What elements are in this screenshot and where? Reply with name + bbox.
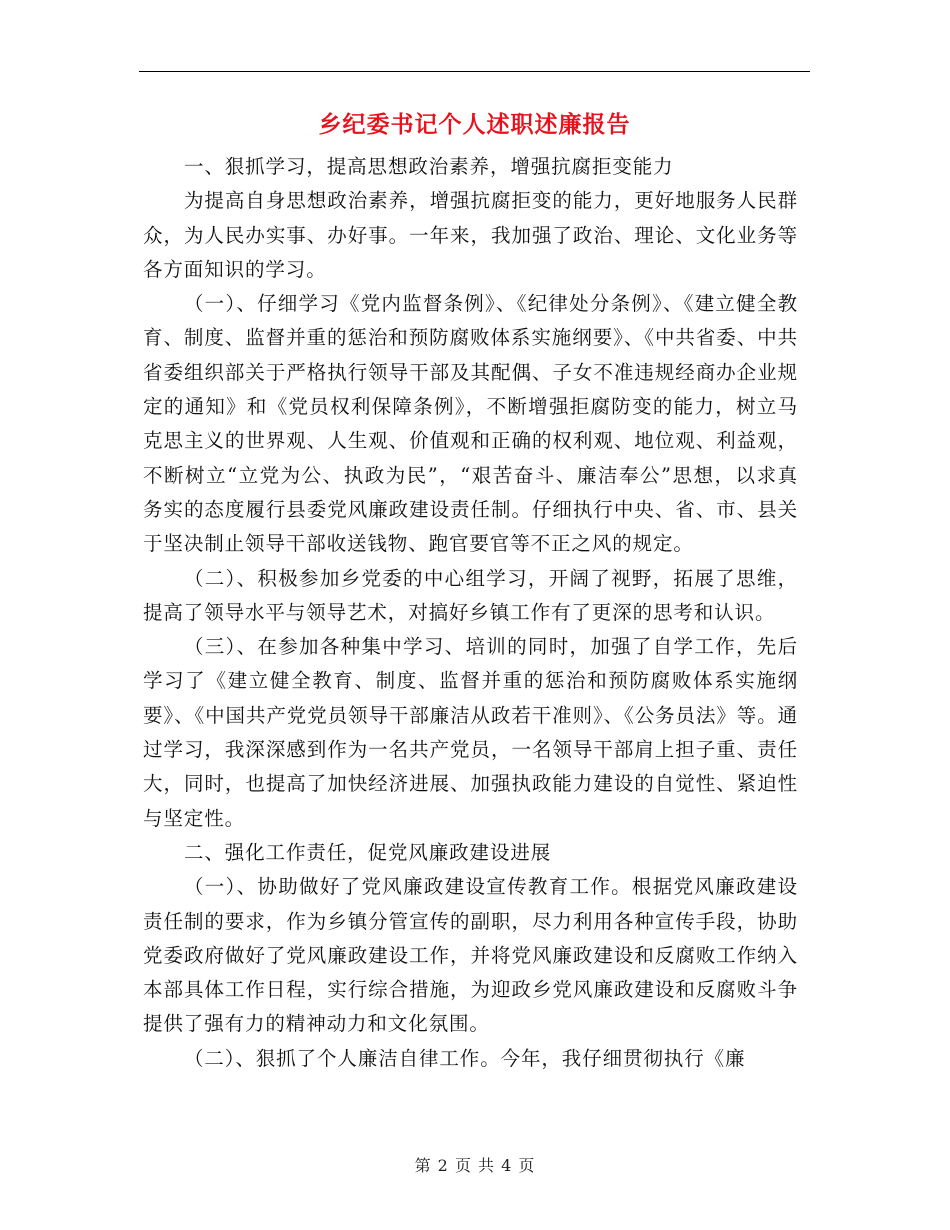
section-heading-1: 一、狠抓学习，提高思想政治素养，增强抗腐拒变能力 bbox=[183, 155, 674, 178]
header-rule bbox=[139, 71, 810, 72]
page-footer: 第 2 页 共 4 页 bbox=[414, 1156, 536, 1175]
paragraph: （三）、在参加各种集中学习、培训的同时，加强了自学工作，先后学习了《建立健全教育、制度、监督并重的惩治和预防腐败体系实施纲要》、《中国共产党党员领导干部廉洁从政若干准则》、《公务员法》等。通过学习，我深深感到作为一名共产党员，一名领导干部肩上担子重、责任大，同时，也提高了加快经济进展、加强执政能力建设的自觉性、紧迫性与坚定性。 bbox=[143, 635, 798, 830]
document-body bbox=[143, 150, 798, 1076]
paragraph: （一）、协助做好了党风廉政建设宣传教育工作。根据党风廉政建设责任制的要求，作为乡镇分管宣传的副职，尽力利用各种宣传手段，协助党委政府做好了党风廉政建设工作，并将党风廉政建设和反腐败工作纳入本部具体工作日程，实行综合措施，为迎政乡党风廉政建设和反腐败斗争提供了强有力的精神动力和文化氛围。 bbox=[143, 875, 798, 1036]
paragraph: （一）、仔细学习《党内监督条例》、《纪律处分条例》、《建立健全教育、制度、监督并重的惩治和预防腐败体系实施纲要》、《中共省委、中共省委组织部关于严格执行领导干部及其配偶、子女不准违规经商办企业规定的通知》和《党员权利保障条例》，不断增强拒腐防变的能力，树立马克思主义的世界观、人生观、价值观和正确的权利观、地位观、利益观，不断树立“立党为公、执政为民”，“艰苦奋斗、廉洁奉公”思想，以求真务实的态度履行县委党风廉政建设责任制。仔细执行中央、省、市、县关于坚决制止领导干部收送钱物、跑官要官等不正之风的规定。 bbox=[143, 292, 798, 556]
section-heading-2: 二、强化工作责任，促党风廉政建设进展 bbox=[183, 840, 552, 864]
paragraph: 为提高自身思想政治素养，增强抗腐拒变的能力，更好地服务人民群众，为人民办实事、办好事。一年来，我加强了政治、理论、文化业务等各方面知识的学习。 bbox=[143, 189, 798, 281]
paragraph: （二）、狠抓了个人廉洁自律工作。今年，我仔细贯彻执行《廉 bbox=[183, 1046, 746, 1070]
paragraph: （二）、积极参加乡党委的中心组学习，开阔了视野，拓展了思维，提高了领导水平与领导艺术，对搞好乡镇工作有了更深的思考和认识。 bbox=[143, 566, 798, 624]
document-title: 乡纪委书记个人述职述廉报告 bbox=[318, 111, 631, 138]
